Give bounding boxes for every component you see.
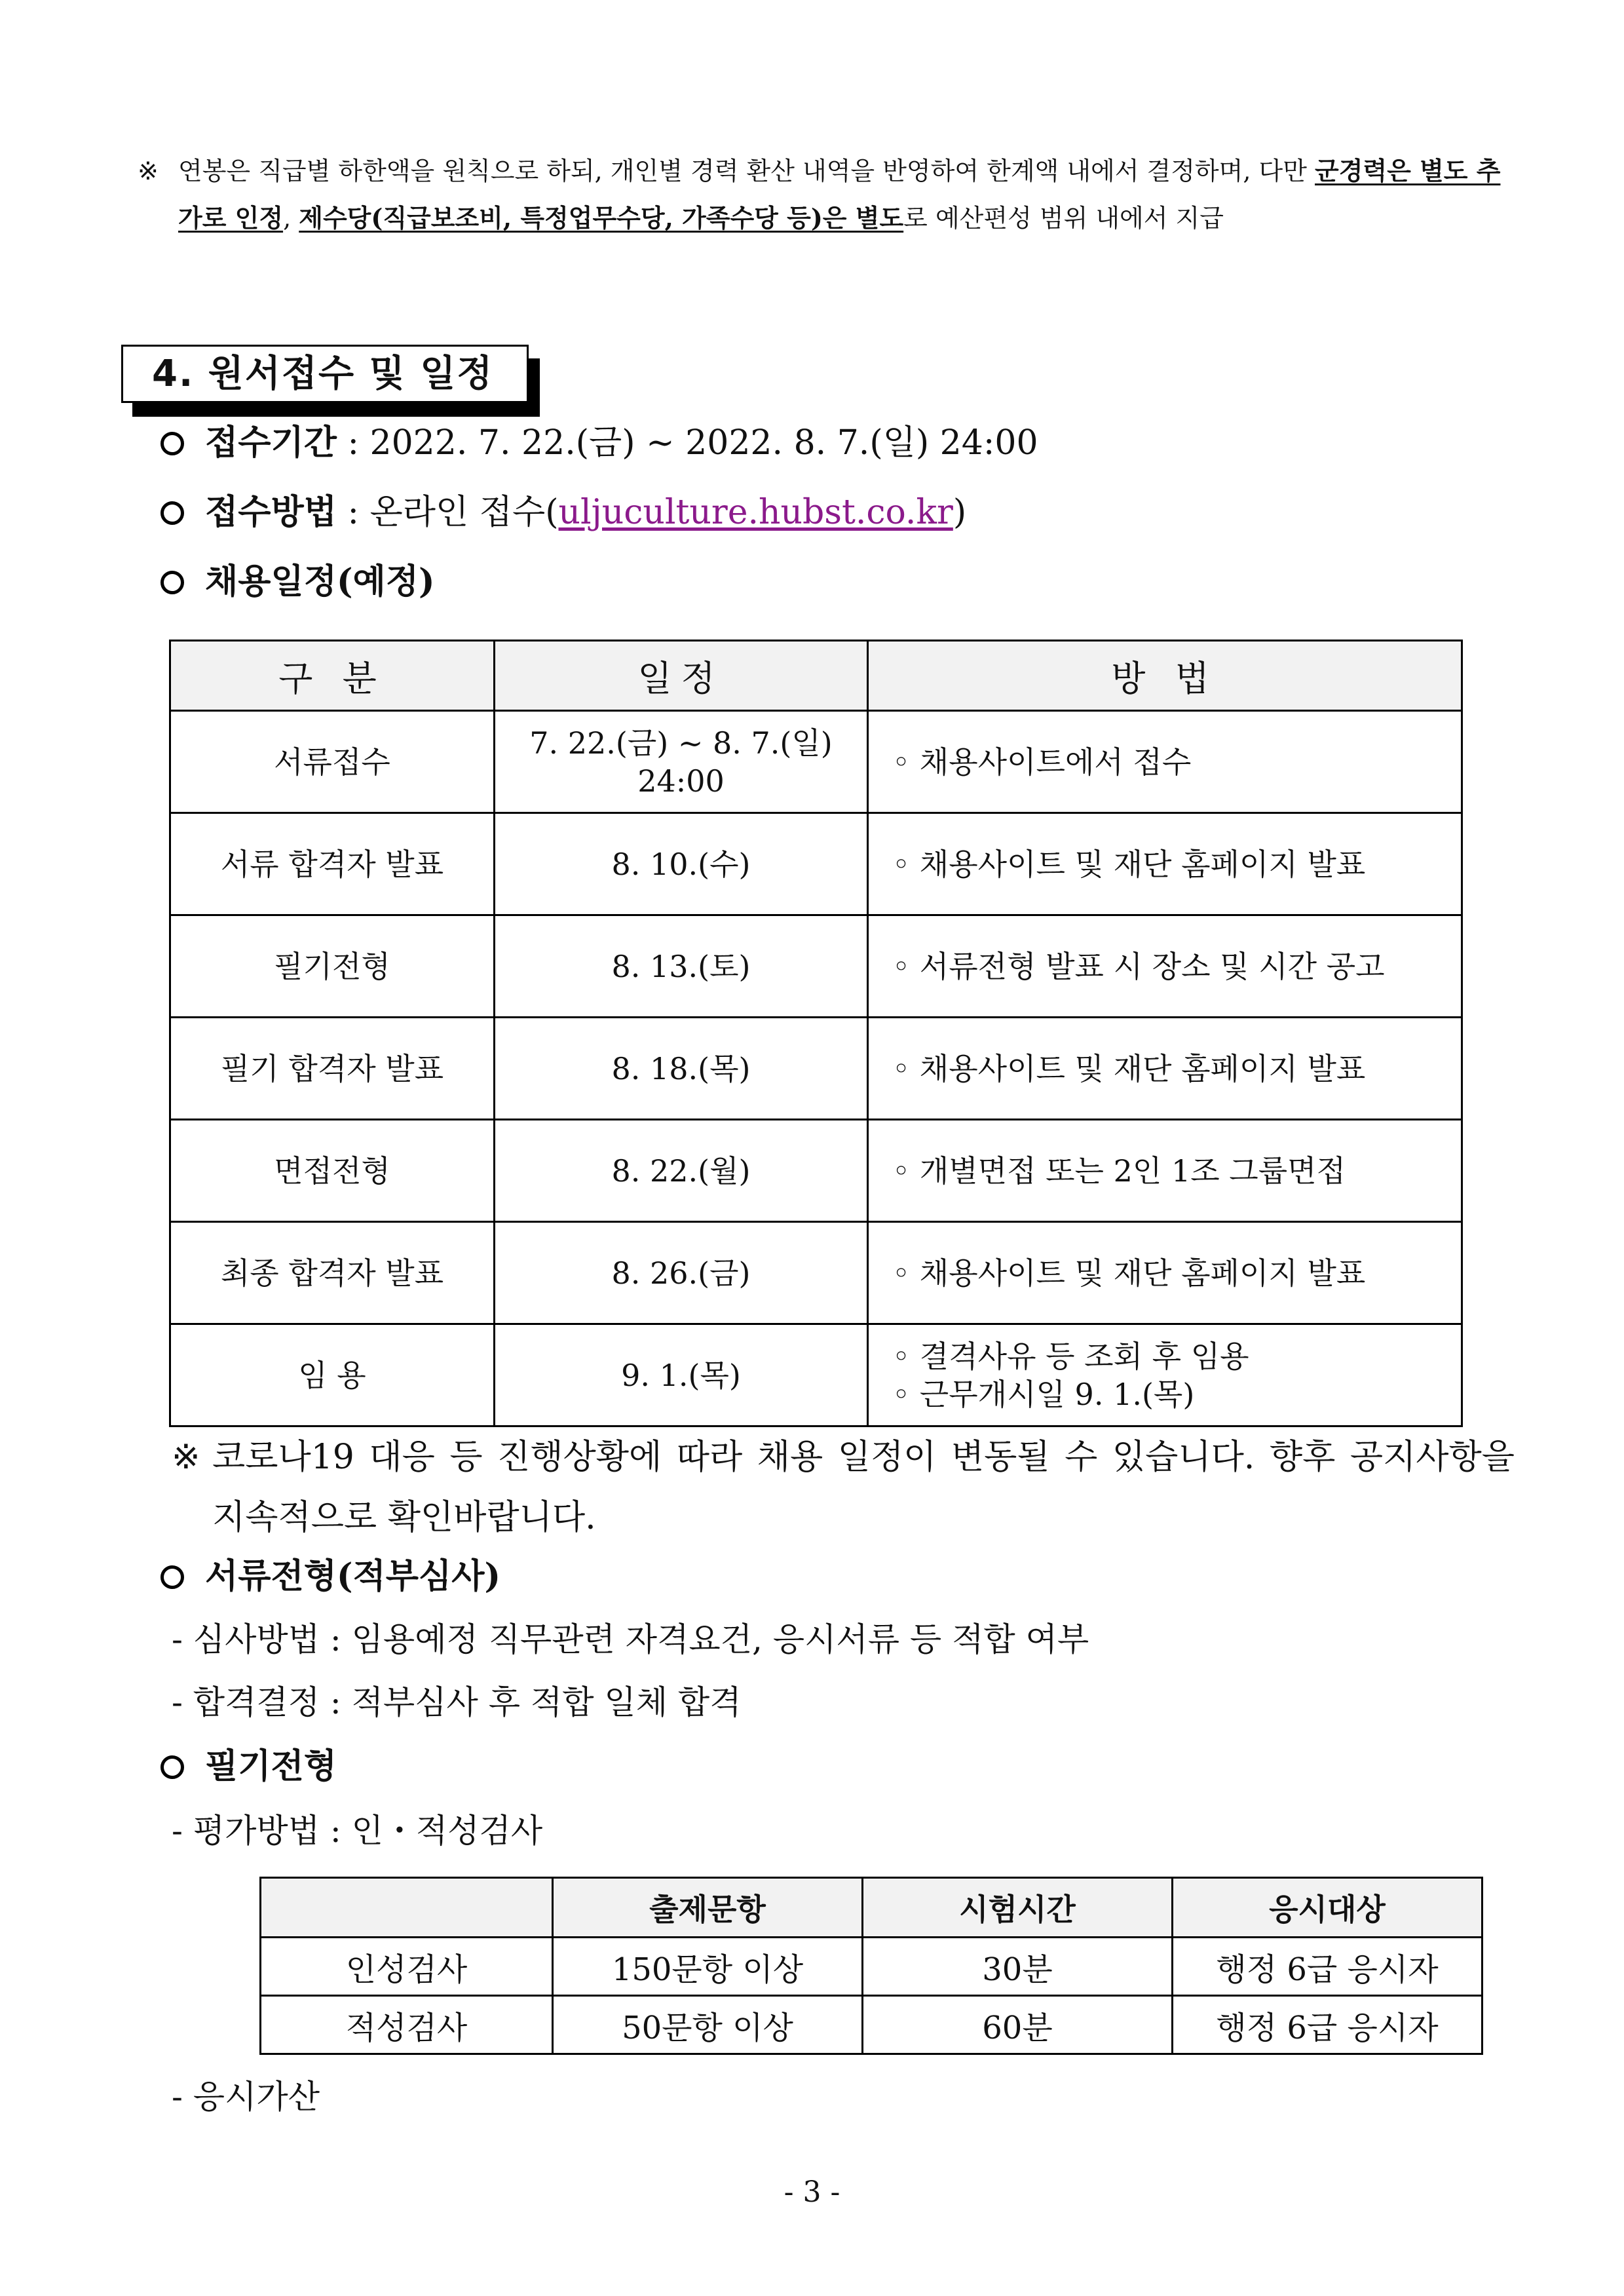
salary-note (138, 147, 1507, 242)
method-cell: ◦ 개별면접 또는 2인 1조 그룹면접 (868, 1120, 1462, 1222)
salary-note-body (178, 147, 1507, 242)
circle-bullet-icon (161, 501, 184, 525)
method-cell: ◦ 채용사이트 및 재단 홈페이지 발표 (868, 813, 1462, 915)
header-date: 일정 (495, 641, 868, 711)
table-row (170, 711, 1462, 813)
apply-method-label: 접수방법 (205, 492, 337, 532)
test-name-cell: 적성검사 (261, 1996, 553, 2054)
table-row (170, 1018, 1462, 1120)
stage-cell: 면접전형 (170, 1120, 495, 1222)
table-row (170, 1324, 1462, 1426)
questions-cell: 50문항 이상 (553, 1996, 863, 2054)
note-emphasis: 제수당(직급보조비, 특정업무수당, 가족수당 등)은 별도 (299, 203, 904, 233)
list-item: - 심사방법 : 임용예정 직무관련 자격요건, 응시서류 등 적합 여부 (172, 1620, 1089, 1658)
note-separator: , (283, 204, 299, 233)
date-cell (495, 711, 868, 813)
apply-period-value: : 2022. 7. 22.(금) ~ 2022. 8. 7.(일) 24:00 (336, 423, 1038, 463)
apply-method-value: : 온라인 접수( (336, 493, 559, 532)
list-item: - 평가방법 : 인・적성검사 (172, 1812, 543, 1850)
target-cell: 행정 6급 응시자 (1173, 1996, 1482, 2054)
method-cell: ◦ 채용사이트에서 접수 (868, 711, 1462, 813)
date-cell: 8. 26.(금) (495, 1222, 868, 1324)
header-stage: 구 분 (170, 641, 495, 711)
stage-cell: 최종 합격자 발표 (170, 1222, 495, 1324)
header-blank (261, 1878, 553, 1938)
section-title: 4. 원서접수 및 일정 (152, 353, 494, 395)
circle-bullet-icon (161, 1565, 184, 1589)
table-row (261, 1938, 1482, 1996)
method-text: ◦ 근무개시일 9. 1.(목) (892, 1376, 1195, 1412)
method-cell: ◦ 채용사이트 및 재단 홈페이지 발표 (868, 1018, 1462, 1120)
method-cell: ◦ 채용사이트 및 재단 홈페이지 발표 (868, 1222, 1462, 1324)
stage-cell: 서류 합격자 발표 (170, 813, 495, 915)
header-time: 시험시간 (863, 1878, 1173, 1938)
page-number: - 3 - (784, 2175, 840, 2209)
date-cell: 9. 1.(목) (495, 1324, 868, 1426)
written-test-heading (161, 1740, 337, 1793)
date-text: 24:00 (637, 763, 725, 799)
stage-cell: 서류접수 (170, 711, 495, 813)
table-row (170, 1120, 1462, 1222)
time-cell: 60분 (863, 1996, 1173, 2054)
date-cell: 8. 10.(수) (495, 813, 868, 915)
test-name-cell: 인성검사 (261, 1938, 553, 1996)
date-cell: 8. 13.(토) (495, 915, 868, 1018)
circle-bullet-icon (161, 1755, 184, 1779)
note-mark: ※ (138, 157, 159, 185)
table-row (170, 813, 1462, 915)
date-text: 7. 22.(금) ~ 8. 7.(일) (529, 725, 833, 761)
covid-note-text: 코로나19 대응 등 진행상황에 따라 채용 일정이 변동될 수 있습니다. 향후 공지사항을 지속적으로 확인바랍니다. (212, 1438, 1515, 1537)
stage-cell: 필기 합격자 발표 (170, 1018, 495, 1120)
note-text: 로 예산편성 범위 내에서 지급 (903, 204, 1224, 233)
table-row (261, 1996, 1482, 2054)
stage-cell: 임 용 (170, 1324, 495, 1426)
list-item: - 합격결정 : 적부심사 후 적합 일체 합격 (172, 1683, 742, 1721)
table-header-row (261, 1878, 1482, 1938)
table-row (170, 915, 1462, 1018)
schedule-heading-label: 채용일정(예정) (205, 562, 435, 602)
list-item: - 응시가산 (172, 2078, 320, 2116)
apply-method (161, 486, 966, 539)
schedule-table (169, 640, 1463, 1427)
schedule-heading (161, 556, 435, 608)
header-method: 방 법 (868, 641, 1462, 711)
note-text: 연봉은 직급별 하한액을 원칙으로 하되, 개인별 경력 환산 내역을 반영하여 한계액 내에서 결정하며, 다만 (178, 157, 1315, 185)
apply-period (161, 417, 1038, 469)
apply-period-label: 접수기간 (205, 423, 337, 463)
stage-cell: 필기전형 (170, 915, 495, 1018)
circle-bullet-icon (161, 432, 184, 455)
table-header-row (170, 641, 1462, 711)
recruit-site-link[interactable]: uljuculture.hubst.co.kr (558, 493, 953, 532)
method-text: ◦ 결격사유 등 조회 후 임용 (892, 1338, 1249, 1374)
document-screening-label: 서류전형(적부심사) (205, 1556, 501, 1596)
written-test-label: 필기전형 (205, 1746, 337, 1786)
date-cell: 8. 18.(목) (495, 1018, 868, 1120)
note-mark: ※ (172, 1438, 200, 1477)
table-row (170, 1222, 1462, 1324)
apply-method-suffix: ) (953, 493, 967, 532)
questions-cell: 150문항 이상 (553, 1938, 863, 1996)
time-cell: 30분 (863, 1938, 1173, 1996)
document-screening-heading (161, 1550, 500, 1603)
method-cell (868, 1324, 1462, 1426)
header-target: 응시대상 (1173, 1878, 1482, 1938)
header-questions: 출제문항 (553, 1878, 863, 1938)
covid-note (172, 1427, 1515, 1548)
circle-bullet-icon (161, 571, 184, 594)
target-cell: 행정 6급 응시자 (1173, 1938, 1482, 1996)
method-cell: ◦ 서류전형 발표 시 장소 및 시간 공고 (868, 915, 1462, 1018)
date-cell: 8. 22.(월) (495, 1120, 868, 1222)
note-emphasis: 군경력은 별도 추가로 인정 (178, 156, 1501, 233)
written-test-table (259, 1877, 1483, 2055)
